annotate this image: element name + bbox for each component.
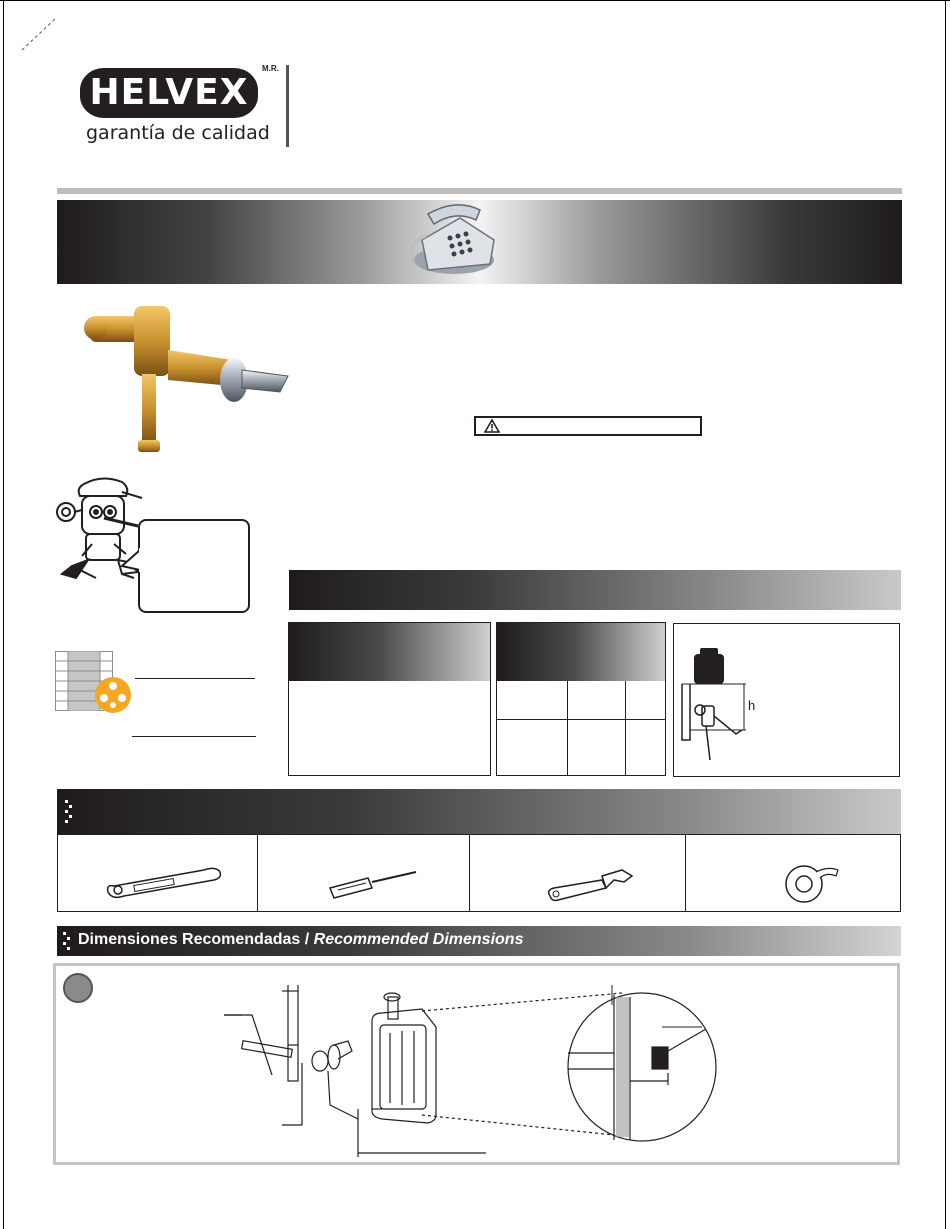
header-rule (57, 188, 902, 194)
flush-valve-product-image (82, 300, 294, 456)
flow-table-row-line (497, 719, 665, 720)
frame-left-line (3, 0, 4, 1229)
dimensions-title (78, 931, 523, 949)
pressure-table (288, 622, 491, 776)
frame-top-line (0, 0, 950, 1)
note-line-top (135, 678, 255, 679)
dimensions-title-es: Dimensiones Recomendadas / (78, 931, 310, 948)
flow-table-header (497, 623, 665, 681)
mascot-illustration (52, 474, 152, 590)
speech-bubble-tail (120, 548, 142, 572)
warning-icon (484, 419, 500, 433)
dimensions-bullet-icon (61, 930, 75, 952)
trademark-mark: M.R. (262, 64, 279, 73)
adjustable-wrench-icon (104, 862, 224, 902)
brand-logo: HELVEX (80, 68, 258, 118)
telephone-icon (398, 200, 502, 282)
height-label: h (748, 698, 756, 713)
frame-right-line (945, 0, 946, 1229)
dimensions-title-en: Recommended Dimensions (313, 931, 524, 948)
warning-box (474, 416, 702, 436)
brand-tagline: garantía de calidad (86, 122, 270, 144)
teflon-tape-icon (782, 862, 842, 906)
height-diagram (676, 640, 796, 770)
pipe-wrench-icon (544, 866, 636, 906)
note-line-bottom (132, 736, 256, 737)
specifications-header-bar (289, 570, 901, 610)
orange-badge-icon (94, 676, 132, 714)
pressure-table-header (289, 623, 490, 681)
installation-diagram (222, 985, 722, 1157)
step-number-circle (63, 973, 93, 1003)
tools-header-bar (57, 789, 901, 834)
tools-bullet-icon (63, 798, 77, 826)
flow-table (496, 622, 666, 776)
flow-table-divider-1 (567, 681, 568, 775)
speech-bubble (138, 519, 250, 613)
header-separator (286, 65, 289, 147)
flow-table-divider-2 (625, 681, 626, 775)
crop-mark (20, 14, 60, 54)
screwdriver-icon (328, 870, 420, 900)
